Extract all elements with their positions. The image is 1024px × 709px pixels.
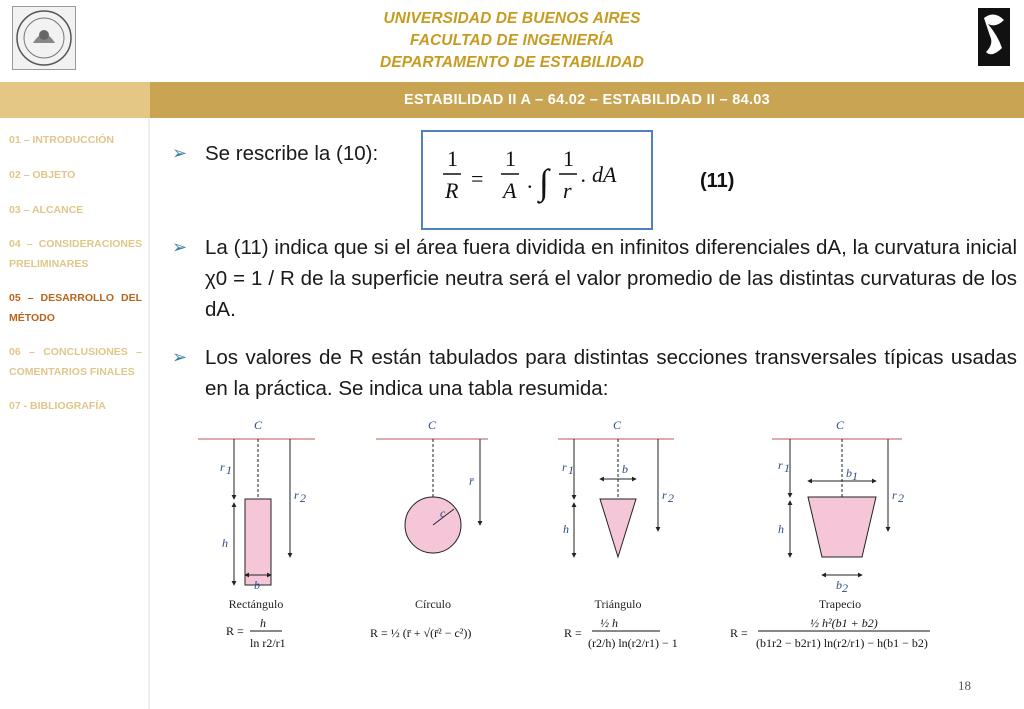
dot-operator: . — [527, 168, 533, 193]
frac-den-R: R — [445, 178, 459, 203]
triangle-section — [558, 418, 678, 650]
svg-text:r: r — [892, 488, 897, 502]
svg-text:h: h — [778, 522, 784, 536]
svg-text:r̄: r̄ — [469, 474, 474, 488]
svg-text:1: 1 — [852, 469, 858, 483]
rectangle-section — [198, 418, 315, 650]
rect-formula-den: ln r2/r1 — [250, 636, 286, 650]
section-table-figure — [190, 415, 940, 675]
circle-formula: R = ½ (r̄ + √(r̄² − c²)) — [370, 626, 472, 640]
bullet-curvature — [172, 232, 1017, 328]
sidebar-item-alcance[interactable]: 03 – ALCANCE — [9, 204, 84, 216]
course-banner — [0, 82, 1024, 118]
sidebar-item-consideraciones[interactable]: 04 – CONSIDERACIONES PRELIMINARES — [9, 238, 142, 270]
svg-text:r: r — [562, 460, 567, 474]
sidebar-item-bibliografia[interactable]: 07 - BIBLIOGRAFÍA — [9, 400, 106, 412]
department-name: DEPARTAMENTO DE ESTABILIDAD — [380, 54, 644, 71]
svg-text:h: h — [222, 536, 228, 550]
frac-num-2: 1 — [505, 146, 516, 171]
rect-formula-prefix: R = — [226, 624, 244, 638]
university-name: UNIVERSIDAD DE BUENOS AIRES — [383, 10, 641, 27]
svg-text:=: = — [471, 166, 484, 191]
svg-text:b: b — [836, 578, 842, 592]
svg-text:∫: ∫ — [539, 162, 549, 202]
frac-num-1: 1 — [447, 146, 458, 171]
tri-formula-prefix: R = — [564, 626, 582, 640]
svg-text:h: h — [563, 522, 569, 536]
svg-text:b: b — [846, 466, 852, 480]
frac-den-A: A — [503, 178, 517, 203]
shape-name-trapezoid: Trapecio — [818, 597, 862, 611]
trap-formula-num: ½ h²(b1 + b2) — [810, 616, 878, 630]
faculty-name: FACULTAD DE INGENIERÍA — [410, 32, 614, 49]
svg-text:r: r — [294, 488, 299, 502]
circle-section — [370, 418, 488, 640]
rect-formula-num: h — [260, 616, 266, 630]
formula-box — [421, 130, 653, 230]
c-label: C — [836, 418, 845, 432]
arrow-bullet-icon: ➢ — [172, 347, 188, 367]
svg-text:2: 2 — [300, 491, 306, 505]
svg-text:r: r — [220, 460, 225, 474]
svg-text:r: r — [778, 458, 783, 472]
dA-term: . dA — [581, 162, 617, 187]
svg-text:2: 2 — [842, 581, 848, 595]
sidebar-nav — [0, 118, 148, 709]
bullet-table — [172, 342, 1017, 406]
trapezoid-section — [730, 418, 930, 650]
frac-den-r: r — [563, 178, 572, 203]
sidebar-item-desarrollo[interactable]: 05 – DESARROLLO DEL MÉTODO — [9, 292, 142, 324]
page-number: 18 — [958, 678, 971, 693]
bullet-text: Se rescribe la (10): — [205, 142, 379, 165]
faculty-logo — [978, 8, 1010, 66]
arrow-bullet-icon: ➢ — [172, 143, 188, 163]
frac-num-3: 1 — [563, 146, 574, 171]
sidebar-divider — [148, 118, 150, 709]
bullet-text: Los valores de R están tabulados para distintas secciones transversales típicas usadas en la práctica. Se indica una tabla resumida: — [205, 346, 1017, 400]
svg-text:2: 2 — [668, 491, 674, 505]
bullet-text: La (11) indica que si el área fuera dividida en infinitos diferenciales dA, la curvatura inicial χ0 = 1 / R de la superficie neutra será el valor promedio de las distintas curvaturas de los dA. — [205, 236, 1017, 321]
tri-formula-den: (r2/h) ln(r2/r1) − 1 — [588, 636, 678, 650]
shape-name-triangle: Triángulo — [594, 597, 642, 611]
arrow-bullet-icon: ➢ — [172, 237, 188, 257]
svg-text:r: r — [662, 488, 667, 502]
svg-text:b: b — [622, 462, 628, 476]
svg-text:c: c — [440, 506, 446, 520]
svg-text:1: 1 — [784, 461, 790, 475]
shape-name-rectangle: Rectángulo — [228, 597, 284, 611]
sidebar-item-conclusiones[interactable]: 06 – CONCLUSIONES – COMENTARIOS FINALES — [9, 346, 142, 378]
c-label: C — [613, 418, 622, 432]
course-title: ESTABILIDAD II A – 64.02 – ESTABILIDAD II – 84.03 — [150, 82, 1024, 118]
svg-text:2: 2 — [898, 491, 904, 505]
svg-text:1: 1 — [568, 463, 574, 477]
equation-number: (11) — [700, 170, 735, 192]
sidebar-item-objeto[interactable]: 02 – OBJETO — [9, 169, 76, 181]
formula-11 — [423, 132, 651, 228]
svg-text:b: b — [254, 578, 260, 592]
trap-formula-prefix: R = — [730, 626, 748, 640]
c-label: C — [428, 418, 437, 432]
sidebar-item-introduccion[interactable]: 01 – INTRODUCCIÓN — [9, 134, 115, 146]
svg-text:1: 1 — [226, 463, 232, 477]
tri-formula-num: ½ h — [600, 616, 618, 630]
header — [0, 0, 1024, 82]
shape-name-circle: Círculo — [415, 597, 451, 611]
trap-formula-den: (b1r2 − b2r1) ln(r2/r1) − h(b1 − b2) — [756, 636, 928, 650]
c-label: C — [254, 418, 263, 432]
